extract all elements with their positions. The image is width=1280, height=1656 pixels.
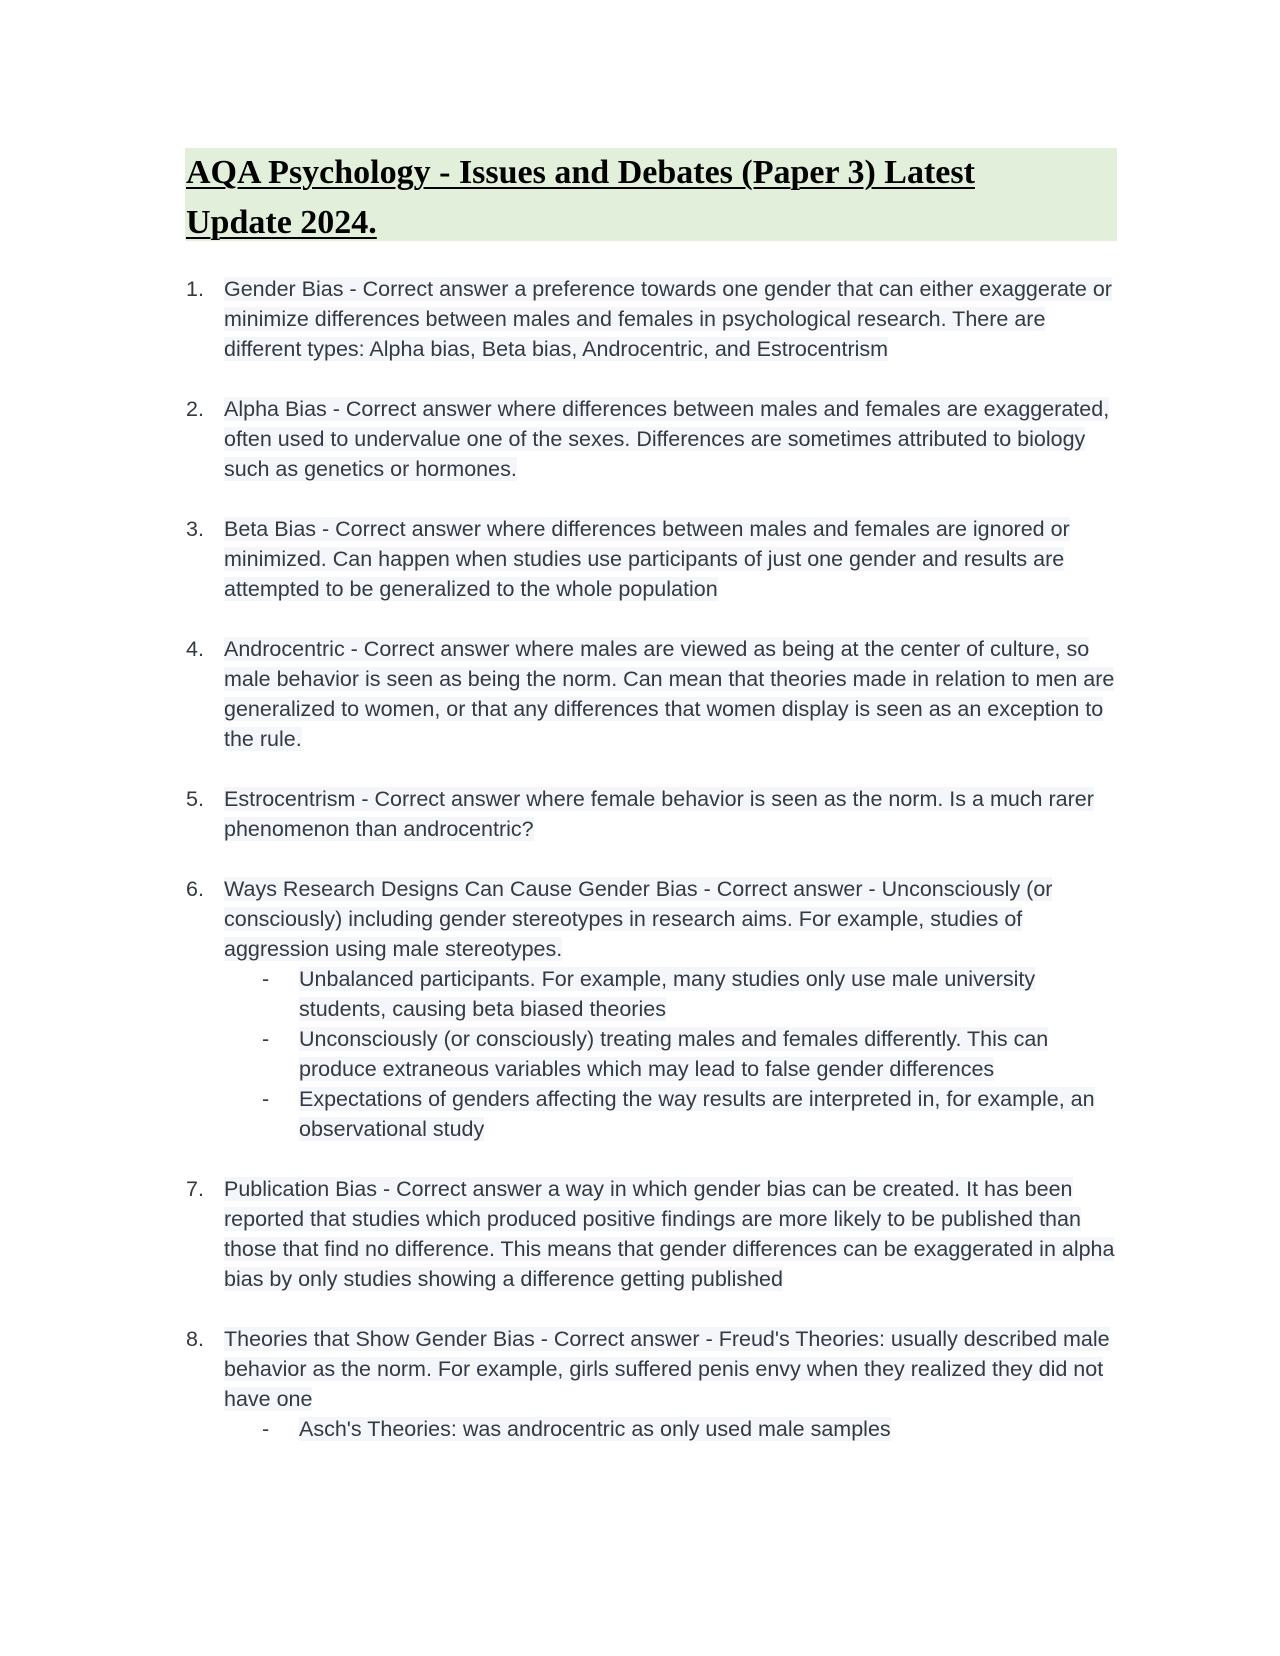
item-number: 8. bbox=[186, 1327, 204, 1351]
sub-item-text: Unconsciously (or consciously) treating males and females differently. This can produce extraneous variables which may lead to false gender differences bbox=[299, 1027, 1049, 1081]
item-text: Publication Bias - Correct answer a way in which gender bias can be created. It has been reported that studies which produced positive findings are more likely to be published than those that find no difference. This means that gender differences can be exaggerated in alpha bias by only studies showing a difference getting published bbox=[224, 1177, 1115, 1291]
sub-item-text: Asch's Theories: was androcentric as only used male samples bbox=[299, 1417, 891, 1441]
sub-list-item bbox=[224, 1084, 1126, 1144]
dash-bullet: - bbox=[262, 1087, 270, 1111]
sub-list-item bbox=[224, 1024, 1126, 1084]
sub-list bbox=[224, 964, 1126, 1144]
list-item bbox=[186, 1174, 1126, 1294]
item-number: 3. bbox=[186, 517, 204, 541]
list-item bbox=[186, 274, 1126, 364]
definition-list bbox=[186, 274, 1126, 1474]
sub-item-text: Expectations of genders affecting the way results are interpreted in, for example, an observational study bbox=[299, 1087, 1095, 1141]
item-number: 6. bbox=[186, 877, 204, 901]
item-text: Theories that Show Gender Bias - Correct answer - Freud's Theories: usually described male behavior as the norm. For example, girls suffered penis envy when they realized they did not have one bbox=[224, 1327, 1110, 1411]
list-item bbox=[186, 514, 1126, 604]
list-item bbox=[186, 874, 1126, 1144]
item-text: Beta Bias - Correct answer where differences between males and females are ignored or minimized. Can happen when studies use participants of just one gender and results are attempted to be generalized to the whole population bbox=[224, 517, 1070, 601]
sub-item-text: Unbalanced participants. For example, many studies only use male university students, causing beta biased theories bbox=[299, 967, 1036, 1021]
item-number: 5. bbox=[186, 787, 204, 811]
dash-bullet: - bbox=[262, 1027, 270, 1051]
sub-list-item bbox=[224, 964, 1126, 1024]
item-text: Androcentric - Correct answer where males are viewed as being at the center of culture, so male behavior is seen as being the norm. Can mean that theories made in relation to men are generalized to women, or that any differences that women display is seen as an exception to the rule. bbox=[224, 637, 1115, 751]
item-text: Alpha Bias - Correct answer where differences between males and females are exaggerated, often used to undervalue one of the sexes. Differences are sometimes attributed to biology such as genetics or hormones. bbox=[224, 397, 1110, 481]
item-number: 7. bbox=[186, 1177, 204, 1201]
sub-list-item bbox=[224, 1414, 1126, 1444]
dash-bullet: - bbox=[262, 967, 270, 991]
item-number: 4. bbox=[186, 637, 204, 661]
document-title: AQA Psychology - Issues and Debates (Paper 3) Latest Update 2024. bbox=[186, 154, 975, 241]
list-item bbox=[186, 1324, 1126, 1444]
item-text: Estrocentrism - Correct answer where female behavior is seen as the norm. Is a much rarer phenomenon than androcentric? bbox=[224, 787, 1094, 841]
list-item bbox=[186, 634, 1126, 754]
dash-bullet: - bbox=[262, 1417, 270, 1441]
list-item bbox=[186, 784, 1126, 844]
item-number: 1. bbox=[186, 277, 204, 301]
list-item bbox=[186, 394, 1126, 484]
item-number: 2. bbox=[186, 397, 204, 421]
sub-list bbox=[224, 1414, 1126, 1444]
item-text: Gender Bias - Correct answer a preference towards one gender that can either exaggerate or minimize differences between males and females in psychological research. There are different types: Alpha bias, Beta bias, Androcentric, and Estrocentrism bbox=[224, 277, 1112, 361]
item-text: Ways Research Designs Can Cause Gender Bias - Correct answer - Unconsciously (or consciously) including gender stereotypes in research aims. For example, studies of aggression using male stereotypes. bbox=[224, 877, 1053, 961]
